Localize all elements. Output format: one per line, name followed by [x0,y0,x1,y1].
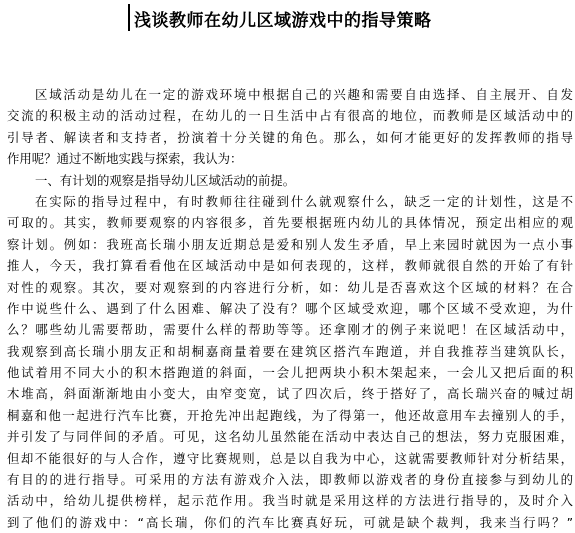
text-line: 交流的积极主动的活动过程，在幼儿的一日生活中占有很高的地位，而教师是区域活动中的 [7,108,573,124]
text-line: 可取的。其实，教师要观察的内容很多，首先要根据班内幼儿的具体情况，预定出相应的观 [7,215,573,231]
text-cursor [128,4,130,31]
article-body [7,84,573,533]
text-line: 活动中，给幼儿提供榜样，起示范作用。我当时就是采用这样的方法进行指导的，及时介入 [7,493,573,509]
text-line: 么？哪些幼儿需要帮助，需要什么样的帮助等等。还拿刚才的例子来说吧！在区域活动中， [7,322,573,338]
text-line: 推人，今天，我打算看看他在区域活动中是如何表现的，这样，教师就很自然的开始了有针 [7,258,573,274]
text-line: 他试着用不同大小的积木搭跑道的斜面，一会儿把两块小积木架起来，一会儿又把后面的积 [7,365,573,381]
text-line: 作用呢？通过不断地实践与探索，我认为： [7,151,243,167]
text-line: 但却不能很好的与人合作，遵守比赛规则，总是以自我为中心，这就需要教师针对分析结果， [7,450,573,466]
article-title: 浅谈教师在幼儿区域游戏中的指导策略 [134,11,432,31]
text-line: 作中说些什么、遇到了什么困难、解决了没有？哪个区域受欢迎，哪个区域不受欢迎，为什 [7,300,573,316]
text-line: 对性的观察。其次，要对观察到的内容进行分析，如：幼儿是否喜欢这个区域的材料？在合 [7,279,573,295]
text-line: 我观察到高长瑞小朋友正和胡桐嘉商量着要在建筑区搭汽车跑道，并自我推荐当建筑队长， [7,343,573,359]
text-line: 一、有计划的观察是指导幼儿区域活动的前提。 [35,172,296,188]
text-line: 在实际的指导过程中，有时教师往往碰到什么就观察什么，缺乏一定的计划性，这是不 [35,193,573,209]
text-line: 桐嘉和他一起进行汽车比赛，开抢先冲出起跑线，为了得第一，他还故意用车去撞别人的手， [7,407,573,423]
text-line: 区域活动是幼儿在一定的游戏环境中根据自己的兴趣和需要自由选择、自主展开、自发 [35,87,573,102]
text-line: 有目的的进行指导。可采用的方法有游戏介入法，即教师以游戏者的身份直接参与到幼儿的 [7,472,573,488]
text-line: 引导者、解读者和支持者，扮演着十分关键的角色。那么，如何才能更好的发挥教师的指导 [7,129,573,145]
text-line: 木堆高，斜面渐渐地由小变大，由窄变宽，试了四次后，终于搭好了，高长瑞兴奋的喊过胡 [7,386,573,402]
text-line: 察计划。例如：我班高长瑞小朋友近期总是爱和别人发生矛盾，早上来园时就因为一点小事 [7,236,573,252]
text-line: 到了他们的游戏中：“高长瑞，你们的汽车比赛真好玩，可就是缺个裁判，我来当行吗？” [7,514,573,530]
text-line: 并引发了与同伴间的矛盾。可见，这名幼儿虽然能在活动中表达自己的想法，努力克服困难， [7,429,573,445]
